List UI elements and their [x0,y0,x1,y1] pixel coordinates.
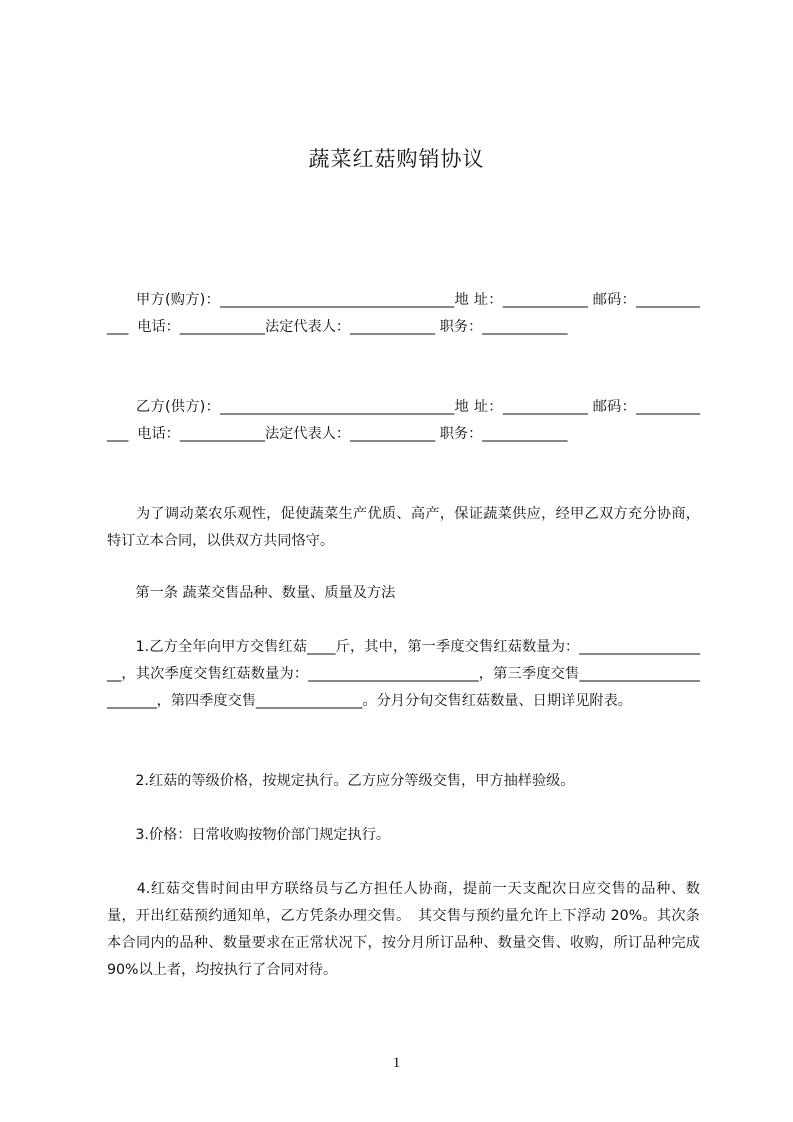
party-a-info: 甲方(购方)：_________________________________地 址：____________ 邮码：____________ 电话：____________法定代表人：____________ 职务：____________ [107,292,700,335]
clause-4: 4.红菇交售时间由甲方联络员与乙方担任人协商，提前一天支配次日应交售的品种、数量，开出红菇预约通知单，乙方凭条办理交售。 其交售与预约量允许上下浮动 20%。其次条 本合同内的品种、数量要求在正常状况下，按分月所订品种、数量交售、收购，所订品种完成 90%以上者，均按执行了合同对待。 [107,881,715,978]
document-title: 蔬菜红菇购销协议 [308,147,485,171]
clause-2: 2.红菇的等级价格，按规定执行。乙方应分等级交售，甲方抽样验级。 [107,773,575,789]
party-b-info: 乙方(供方)：_________________________________地 址：____________ 邮码：____________ 电话：____________法定代表人：____________ 职务：____________ [107,399,700,442]
intro-paragraph: 为了调动菜农乐观性，促使蔬菜生产优质、高产，保证蔬菜供应，经甲乙双方充分协商，特订立本合同，以供双方共同恪守。 [107,506,700,549]
clause-1: 1.乙方全年向甲方交售红菇____斤，其中，第一季度交售红菇数量为：___________________，其次季度交售红菇数量为：________________________，第三季度交售________________________，第四季度交售_______________。分月分旬交售红菇数量、日期详见附表。 [107,639,700,709]
article-1-heading: 第一条 蔬菜交售品种、数量、质量及方法 [107,585,396,601]
page-number: 1 [392,1055,401,1071]
clause-3: 3.价格：日常收购按物价部门规定执行。 [107,827,391,843]
